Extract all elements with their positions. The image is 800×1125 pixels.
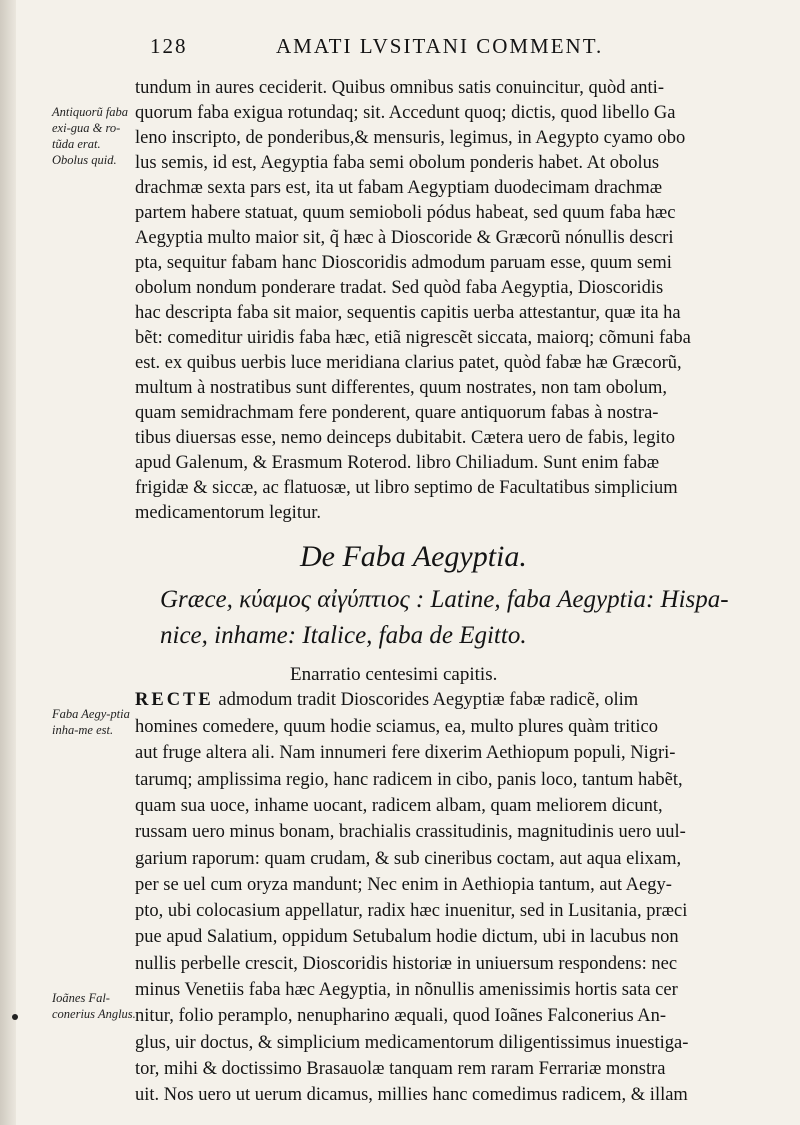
text-line: frigidæ & siccæ, ac flatuosæ, ut libro septimo de Facultatibus simplicium	[135, 478, 678, 498]
margin-note-falconerius: Ioãnes Fal-conerius Anglus.	[52, 991, 136, 1021]
text-line: pue apud Salatium, oppidum Setubalum hodie dictum, ubi in lacubus non	[135, 927, 679, 948]
text-line: multum à nostratibus sunt differentes, quum nostrates, non tam obolum,	[135, 378, 667, 398]
page-number: 128	[150, 34, 188, 58]
text-line: uit. Nos uero ut uerum dicamus, millies hanc comedimus radicem, & illam	[135, 1085, 688, 1106]
text-line: minus Venetiis faba hæc Aegyptia, in nõnullis amenissimis hortis sata cer	[135, 980, 678, 1000]
chapter-subtitle: Enarratio centesimi capitis.	[290, 664, 498, 685]
text-line: quam sua uoce, inhame uocant, radicem albam, quam meliorem dicunt,	[135, 795, 663, 816]
page-gutter	[0, 0, 16, 1125]
text-line: leno inscripto, de ponderibus,& mensuris, legimus, in Aegypto cyamo obo	[135, 128, 686, 148]
text-line: pta, sequitur fabam hanc Dioscoridis admodum paruam esse, quum semi	[135, 253, 672, 273]
text-line: Aegyptia multo maior sit, q̃ hæc à Dioscoride & Græcorũ nónullis descri	[135, 228, 674, 248]
text-line: bẽt: comeditur uiridis faba hæc, etiã nigrescẽt siccata, maiorq; cõmuni faba	[135, 328, 691, 348]
page-header	[150, 34, 770, 68]
text-line: drachmæ sexta pars est, ita ut fabam Aegyptiam duodecimam drachmæ	[135, 178, 663, 198]
text-line: tor, mihi & doctissimo Brasauolæ tanquam rem raram Ferrariæ monstra	[135, 1058, 666, 1079]
text-line: tibus diuersas esse, nemo deinceps dubitabit. Cætera uero de fabis, legito	[135, 428, 675, 448]
margin-dot	[12, 1014, 18, 1020]
text-line: partem habere statuat, quum semioboli pódus habeat, sed quum faba hæc	[135, 203, 676, 223]
text-line: garium raporum: quam crudam, & sub cineribus coctam, aut aqua elixam,	[135, 848, 682, 869]
margin-note-antiquorum: Antiquorũ faba exi-gua & ro-tũda erat. Obolus quid.	[52, 105, 129, 167]
body-first-line	[135, 690, 765, 711]
text-line: nitur, folio peramplo, nenupharino æquali, quod Ioãnes Falconerius An-	[135, 1006, 667, 1027]
opening-line-rest: admodum tradit Dioscorides Aegyptiæ fabæ radicẽ, olim	[213, 690, 639, 710]
chapter-title: De Faba Aegyptia.	[300, 540, 527, 573]
text-line: pto, ubi colocasium appellatur, radix hæc inuenitur, sed in Lusitania, præci	[135, 901, 688, 922]
text-line: hac descripta faba sit maior, sequentis capitis uerba attestantur, quæ ita ha	[135, 303, 681, 323]
text-line: quam semidrachmam fere ponderent, quare antiquorum fabas à nostra-	[135, 403, 659, 423]
text-line: tarumq; amplissima regio, hanc radicem in cibo, panis loco, tantum habẽt,	[135, 769, 683, 790]
text-line: apud Galenum, & Erasmum Roterod. libro Chiliadum. Sunt enim fabæ	[135, 453, 660, 473]
names-line-1: Græce, κύαμος αἰγύπτιος : Latine, faba Aegyptia: Hispa-	[160, 586, 729, 613]
text-line: medicamentorum legitur.	[135, 503, 321, 523]
margin-note-faba-aegyptia: Faba Aegy-ptia inha-me est.	[52, 707, 130, 737]
text-line: quorum faba exigua rotundaq; sit. Accedunt quoq; dictis, quod libello Ga	[135, 103, 676, 123]
text-line: nullis perbelle crescit, Dioscoridis historiæ in uniuersum respondens: nec	[135, 953, 678, 974]
text-line: obolum nondum ponderare tradat. Sed quòd faba Aegyptia, Dioscoridis	[135, 278, 664, 298]
text-line: lus semis, id est, Aegyptia faba semi obolum ponderis habet. At obolus	[135, 153, 660, 173]
text-line: per se uel cum oryza mandunt; Nec enim in Aethiopia tantum, aut Aegy-	[135, 874, 672, 895]
text-line: aut fruge altera ali. Nam innumeri fere dixerim Aethiopum populi, Nigri-	[135, 743, 676, 764]
names-line-2: nice, inhame: Italice, faba de Egitto.	[160, 622, 527, 649]
opening-word: RECTE	[135, 690, 214, 710]
text-line: glus, uir doctus, & simplicium medicamentorum diligentissimus inuestiga-	[135, 1032, 689, 1053]
text-line: homines comedere, quum hodie sciamus, ea, multo plures quàm tritico	[135, 717, 659, 737]
text-line: est. ex quibus uerbis luce meridiana clarius patet, quòd fabæ hæ Græcorũ,	[135, 353, 682, 373]
running-head: AMATI LVSITANI COMMENT.	[276, 34, 604, 58]
text-line: tundum in aures ceciderit. Quibus omnibus satis conuincitur, quòd anti-	[135, 78, 664, 98]
text-line: russam uero minus bonam, brachialis crassitudinis, magnitudinis uero uul-	[135, 822, 686, 843]
